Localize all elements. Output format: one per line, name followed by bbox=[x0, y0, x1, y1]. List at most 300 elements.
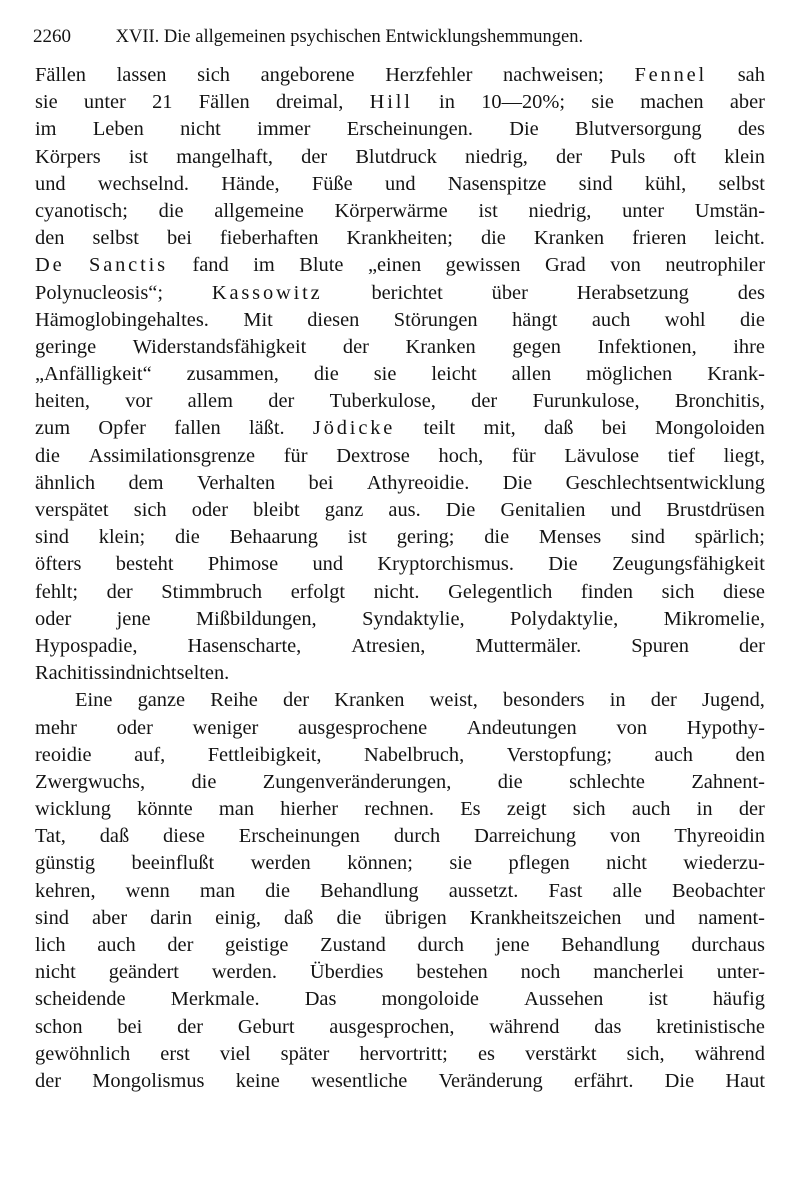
word: berichtet bbox=[371, 281, 443, 304]
word: Behaarung bbox=[229, 526, 318, 549]
word: sind bbox=[578, 172, 613, 195]
word: Genitalien bbox=[500, 499, 586, 521]
text-line bbox=[35, 742, 765, 769]
text-line bbox=[35, 144, 765, 171]
word: sie bbox=[591, 91, 614, 114]
word: des bbox=[737, 118, 765, 141]
text-line bbox=[35, 878, 765, 905]
word: auch bbox=[97, 934, 136, 956]
word: allen bbox=[511, 363, 552, 386]
word: kehren, bbox=[35, 879, 96, 902]
word: die bbox=[313, 363, 339, 386]
word: immer bbox=[257, 118, 311, 141]
word: aber bbox=[729, 91, 765, 114]
page-header bbox=[33, 26, 773, 56]
word: Hämoglobingehaltes. bbox=[35, 308, 209, 331]
word: Athyreoidie. bbox=[366, 471, 470, 494]
word: allem bbox=[187, 390, 233, 413]
word: Mongolismus bbox=[92, 1069, 205, 1092]
word: 21 bbox=[152, 91, 173, 114]
word: bei bbox=[117, 1015, 143, 1038]
word: schon bbox=[35, 1015, 83, 1038]
word: gewöhnlich bbox=[35, 1042, 131, 1065]
word: Mongoloiden bbox=[654, 417, 765, 440]
text-line bbox=[35, 307, 765, 334]
word: Zwergwuchs, bbox=[35, 770, 146, 793]
word: Fennel bbox=[634, 64, 708, 86]
word: hervortritt; bbox=[359, 1042, 448, 1065]
word: Sanctis bbox=[89, 254, 168, 277]
word: darin bbox=[150, 906, 193, 929]
word: Die bbox=[548, 553, 578, 576]
word: sich bbox=[661, 580, 695, 603]
word: die bbox=[740, 308, 765, 331]
word: jene bbox=[116, 607, 151, 630]
word: sie bbox=[373, 363, 397, 386]
word: nament- bbox=[698, 906, 765, 929]
word: Die bbox=[502, 471, 533, 494]
word: lich bbox=[35, 934, 66, 956]
word: schlechte bbox=[569, 770, 645, 793]
word: gegen bbox=[512, 335, 561, 358]
word: besonders bbox=[503, 689, 585, 712]
word: läßt. bbox=[248, 417, 285, 440]
text-line bbox=[35, 388, 765, 415]
word: ist bbox=[648, 988, 668, 1011]
word: die bbox=[497, 770, 523, 793]
word: mangelhaft, bbox=[176, 145, 274, 168]
word: frieren bbox=[632, 227, 687, 250]
word: unter bbox=[622, 199, 665, 222]
word: gering; bbox=[396, 526, 455, 549]
word: mit, bbox=[483, 417, 516, 440]
word: Atresien, bbox=[351, 634, 426, 657]
word: zusammen, bbox=[186, 363, 279, 386]
word: sah bbox=[737, 64, 765, 86]
word: daß bbox=[544, 417, 574, 440]
word: Mißbildungen, bbox=[196, 607, 317, 630]
word: sind bbox=[35, 526, 69, 549]
word: der bbox=[177, 1015, 204, 1038]
word: geändert bbox=[108, 961, 179, 984]
word: der bbox=[471, 390, 498, 413]
word: von bbox=[616, 716, 648, 739]
word: in bbox=[439, 91, 455, 114]
word: die bbox=[174, 526, 200, 549]
word: Herabsetzung bbox=[576, 281, 689, 304]
word: selten. bbox=[176, 662, 230, 685]
text-line bbox=[35, 334, 765, 361]
word: Jugend, bbox=[702, 689, 765, 712]
text-line bbox=[35, 497, 765, 524]
word: De bbox=[35, 254, 65, 277]
word: der bbox=[283, 689, 310, 712]
word: den bbox=[735, 743, 765, 766]
word: alle bbox=[612, 879, 642, 902]
word: auch bbox=[654, 743, 694, 766]
text-line bbox=[35, 1041, 765, 1068]
text-line bbox=[35, 225, 765, 252]
word: Assimilationsgrenze bbox=[88, 444, 256, 467]
word: werden bbox=[250, 852, 311, 875]
word: bei bbox=[308, 471, 334, 494]
word: Die bbox=[664, 1069, 695, 1092]
word: Grad bbox=[544, 254, 586, 277]
word: Fällen bbox=[198, 91, 250, 114]
word: Beobachter bbox=[672, 879, 765, 902]
word: Polydaktylie, bbox=[510, 607, 619, 630]
word: hoch, bbox=[438, 444, 484, 467]
word: fallen bbox=[174, 417, 221, 440]
word: für bbox=[511, 444, 536, 467]
word: werden. bbox=[211, 961, 277, 984]
word: kretinistische bbox=[656, 1015, 765, 1038]
word: reoidie bbox=[35, 743, 92, 766]
word: einig, bbox=[215, 906, 261, 929]
word: Muttermäler. bbox=[475, 634, 582, 657]
word: bei bbox=[166, 227, 192, 250]
word: ist bbox=[128, 145, 149, 168]
word: kühl, bbox=[644, 172, 687, 195]
word: der bbox=[268, 390, 295, 413]
word: Blutdruck bbox=[355, 145, 437, 168]
word: man bbox=[199, 879, 236, 902]
word: Geburt bbox=[237, 1015, 295, 1038]
word: Störungen bbox=[393, 308, 478, 331]
word: unter bbox=[83, 91, 126, 114]
word: liegt, bbox=[723, 444, 765, 467]
text-line bbox=[35, 361, 765, 388]
word: lassen bbox=[116, 64, 167, 86]
word: nicht bbox=[180, 118, 221, 141]
word: Zahnent- bbox=[691, 770, 765, 793]
word: Syndaktylie, bbox=[362, 607, 465, 630]
word: die bbox=[35, 444, 60, 467]
word: sich bbox=[572, 798, 606, 821]
word: aber bbox=[92, 906, 128, 929]
word: durch bbox=[393, 825, 441, 848]
word: Die bbox=[509, 118, 539, 141]
word: Gelegentlich bbox=[448, 580, 553, 603]
word: über bbox=[491, 281, 528, 304]
word: man bbox=[218, 798, 255, 821]
word: niedrig, bbox=[465, 145, 528, 168]
word: es bbox=[477, 1042, 495, 1065]
text-line bbox=[35, 116, 765, 143]
word: sich bbox=[133, 499, 167, 521]
word: niedrig, bbox=[528, 199, 592, 222]
word: Aussehen bbox=[524, 988, 604, 1011]
word: Behandlung bbox=[561, 934, 660, 956]
word: auf, bbox=[134, 743, 166, 766]
word: Darreichung bbox=[474, 825, 577, 848]
word: im bbox=[253, 254, 275, 277]
word: Blutversorgung bbox=[575, 118, 702, 141]
word: wesentliche bbox=[311, 1069, 408, 1092]
text-line bbox=[35, 823, 765, 850]
word: in bbox=[609, 689, 626, 712]
word: oder bbox=[116, 716, 153, 739]
word: klein bbox=[724, 145, 765, 168]
word: Hypothy- bbox=[686, 716, 765, 739]
text-line bbox=[35, 171, 765, 198]
paragraph bbox=[35, 687, 765, 1095]
text-line bbox=[35, 470, 765, 497]
text-line bbox=[35, 280, 765, 307]
word: Kranken bbox=[334, 689, 405, 712]
word: neutrophiler bbox=[665, 254, 765, 277]
word: erst bbox=[160, 1042, 190, 1065]
word: auch bbox=[631, 798, 671, 821]
word: Fällen bbox=[35, 64, 86, 86]
word: zum bbox=[35, 417, 71, 440]
word: Erscheinungen. bbox=[346, 118, 473, 141]
word: Veränderung bbox=[438, 1069, 543, 1092]
word: für bbox=[283, 444, 308, 467]
word: des bbox=[737, 281, 765, 304]
word: keine bbox=[235, 1069, 280, 1092]
word: besteht bbox=[115, 553, 174, 576]
word: von bbox=[610, 254, 641, 277]
word: nicht bbox=[35, 961, 76, 984]
word: Fettleibigkeit, bbox=[207, 743, 322, 766]
word: der bbox=[167, 934, 194, 956]
word: rechnen. bbox=[364, 798, 434, 821]
word: nicht bbox=[606, 852, 647, 875]
word: Mit bbox=[243, 308, 273, 331]
word: den bbox=[35, 227, 65, 250]
word: sie bbox=[449, 852, 473, 875]
word: Verstopfung; bbox=[506, 743, 613, 766]
word: Lävulose bbox=[564, 444, 640, 467]
word: Jödicke bbox=[312, 417, 396, 440]
word: Krankheitszeichen bbox=[469, 906, 622, 929]
word: Merkmale. bbox=[170, 988, 260, 1011]
word: diese bbox=[163, 825, 205, 848]
word: allgemeine bbox=[214, 199, 304, 222]
page-number: 2260 bbox=[33, 26, 71, 47]
word: die bbox=[265, 879, 291, 902]
word: ganz bbox=[324, 499, 364, 521]
word: fand bbox=[192, 254, 229, 277]
word: Umstän- bbox=[694, 199, 765, 222]
word: das bbox=[594, 1015, 622, 1038]
paragraph bbox=[35, 62, 765, 687]
word: Fast bbox=[548, 879, 583, 902]
text-line bbox=[35, 551, 765, 578]
text-line bbox=[35, 633, 765, 660]
word: diese bbox=[723, 580, 765, 603]
word: Tuberkulose, bbox=[329, 390, 436, 413]
word: der bbox=[738, 798, 765, 821]
word: Kryptorchismus. bbox=[377, 553, 514, 576]
word: Spuren bbox=[631, 634, 689, 657]
word: nicht bbox=[135, 662, 177, 685]
word: im bbox=[35, 118, 57, 141]
word: Eine bbox=[75, 689, 113, 712]
word: Verhalten bbox=[196, 471, 276, 494]
text-line bbox=[35, 443, 765, 470]
word: Haut bbox=[725, 1069, 765, 1092]
word: sich, bbox=[626, 1042, 665, 1065]
word: Es bbox=[460, 798, 481, 821]
word: selbst bbox=[718, 172, 765, 195]
word: Andeutungen bbox=[466, 716, 577, 739]
word: der bbox=[556, 145, 583, 168]
word: Krank- bbox=[707, 363, 765, 386]
word: sind bbox=[630, 526, 665, 549]
word: dem bbox=[128, 471, 164, 494]
word: Nabelbruch, bbox=[364, 743, 465, 766]
word: Menses bbox=[538, 526, 602, 549]
text-line bbox=[35, 959, 765, 986]
text-line bbox=[35, 415, 765, 442]
word: tief bbox=[667, 444, 695, 467]
word: dreimal, bbox=[275, 91, 344, 114]
word: der bbox=[35, 1069, 62, 1092]
word: jene bbox=[495, 934, 530, 956]
text-line bbox=[35, 660, 765, 687]
word: oft bbox=[673, 145, 697, 168]
word: der bbox=[106, 580, 133, 603]
word: fieberhaften bbox=[219, 227, 319, 250]
word: Zeugungsfähigkeit bbox=[612, 553, 765, 576]
word: während bbox=[694, 1042, 765, 1065]
text-line bbox=[35, 579, 765, 606]
word: gewissen bbox=[445, 254, 521, 277]
word: spärlich; bbox=[694, 526, 765, 549]
word: beeinflußt bbox=[131, 852, 215, 875]
word: Erscheinungen bbox=[238, 825, 360, 848]
word: Stimmbruch bbox=[161, 580, 263, 603]
word: daß bbox=[99, 825, 130, 848]
word: ganze bbox=[137, 689, 186, 712]
word: vor bbox=[125, 390, 153, 413]
word: und bbox=[312, 553, 344, 576]
word: hängt bbox=[512, 308, 558, 331]
word: die bbox=[480, 227, 506, 250]
word: häufig bbox=[712, 988, 765, 1011]
word: Mikromelie, bbox=[663, 607, 765, 630]
word: Körperwärme bbox=[334, 199, 448, 222]
word: bei bbox=[601, 417, 627, 440]
body-text bbox=[35, 62, 765, 1095]
text-line bbox=[35, 524, 765, 551]
word: pflegen bbox=[508, 852, 570, 875]
word: ausgesprochene bbox=[298, 716, 428, 739]
word: leicht. bbox=[714, 227, 765, 250]
word: angeborene bbox=[260, 64, 355, 86]
word: Dextrose bbox=[336, 444, 410, 467]
word: Behandlung bbox=[320, 879, 419, 902]
word: sie bbox=[35, 91, 58, 114]
word: viel bbox=[219, 1042, 251, 1065]
word: während bbox=[489, 1015, 560, 1038]
word: weniger bbox=[192, 716, 259, 739]
text-line bbox=[35, 1068, 765, 1095]
text-line bbox=[35, 715, 765, 742]
word: hierher bbox=[280, 798, 339, 821]
word: Hill bbox=[369, 91, 413, 114]
word: aussetzt. bbox=[448, 879, 519, 902]
text-line bbox=[35, 198, 765, 225]
word: Zustand bbox=[320, 934, 386, 956]
word: können; bbox=[347, 852, 413, 875]
word: Überdies bbox=[309, 961, 384, 984]
word: unter- bbox=[716, 961, 765, 984]
word: und bbox=[384, 172, 416, 195]
word: Das bbox=[304, 988, 337, 1011]
word: verspätet bbox=[35, 499, 109, 521]
text-line bbox=[35, 769, 765, 796]
word: und bbox=[644, 906, 676, 929]
word: Zungenveränderungen, bbox=[262, 770, 452, 793]
word: ist bbox=[478, 199, 498, 222]
word: Füße bbox=[311, 172, 353, 195]
word: Brustdrüsen bbox=[666, 499, 765, 521]
word: der bbox=[738, 634, 765, 657]
word: „Anfälligkeit“ bbox=[35, 363, 152, 386]
word: Kassowitz bbox=[211, 281, 323, 304]
word: Thyreoidin bbox=[674, 825, 765, 848]
word: weist, bbox=[429, 689, 478, 712]
word: Geschlechtsentwicklung bbox=[565, 471, 765, 494]
word: Infektionen, bbox=[597, 335, 697, 358]
word: heiten, bbox=[35, 390, 90, 413]
word: mongoloide bbox=[381, 988, 479, 1011]
word: erfolgt bbox=[290, 580, 346, 603]
word: selbst bbox=[92, 227, 139, 250]
word: zeigt bbox=[506, 798, 547, 821]
word: möglichen bbox=[586, 363, 673, 386]
word: geringe bbox=[35, 335, 97, 358]
word: nachweisen; bbox=[503, 64, 604, 86]
word: Hypospadie, bbox=[35, 634, 138, 657]
word: Furunkulose, bbox=[532, 390, 640, 413]
word: scheidende bbox=[35, 988, 126, 1011]
word: der bbox=[342, 335, 369, 358]
text-line bbox=[35, 89, 765, 116]
word: später bbox=[280, 1042, 330, 1065]
word: von bbox=[609, 825, 641, 848]
text-line bbox=[35, 905, 765, 932]
word: auch bbox=[591, 308, 631, 331]
word: Hasenscharte, bbox=[187, 634, 302, 657]
text-line bbox=[35, 687, 765, 714]
word: könnte bbox=[137, 798, 193, 821]
word: öfters bbox=[35, 553, 82, 576]
word: Blute bbox=[299, 254, 344, 277]
word: Krankheiten; bbox=[346, 227, 453, 250]
word: die bbox=[336, 906, 362, 929]
word: aus. bbox=[388, 499, 421, 521]
word: Leben bbox=[92, 118, 144, 141]
word: bestehen bbox=[416, 961, 488, 984]
word: 10—20%; bbox=[481, 91, 566, 114]
word: Hände, bbox=[221, 172, 280, 195]
word: Opfer bbox=[98, 417, 146, 440]
word: in bbox=[696, 798, 713, 821]
word: cyanotisch; bbox=[35, 199, 128, 222]
word: Herzfehler bbox=[385, 64, 473, 86]
word: Nasenspitze bbox=[447, 172, 547, 195]
word: ausgesprochen, bbox=[329, 1015, 455, 1038]
word: teilt bbox=[423, 417, 456, 440]
word: mancherlei bbox=[593, 961, 684, 984]
word: sind bbox=[35, 906, 69, 929]
text-line bbox=[35, 932, 765, 959]
word: nicht. bbox=[373, 580, 420, 603]
